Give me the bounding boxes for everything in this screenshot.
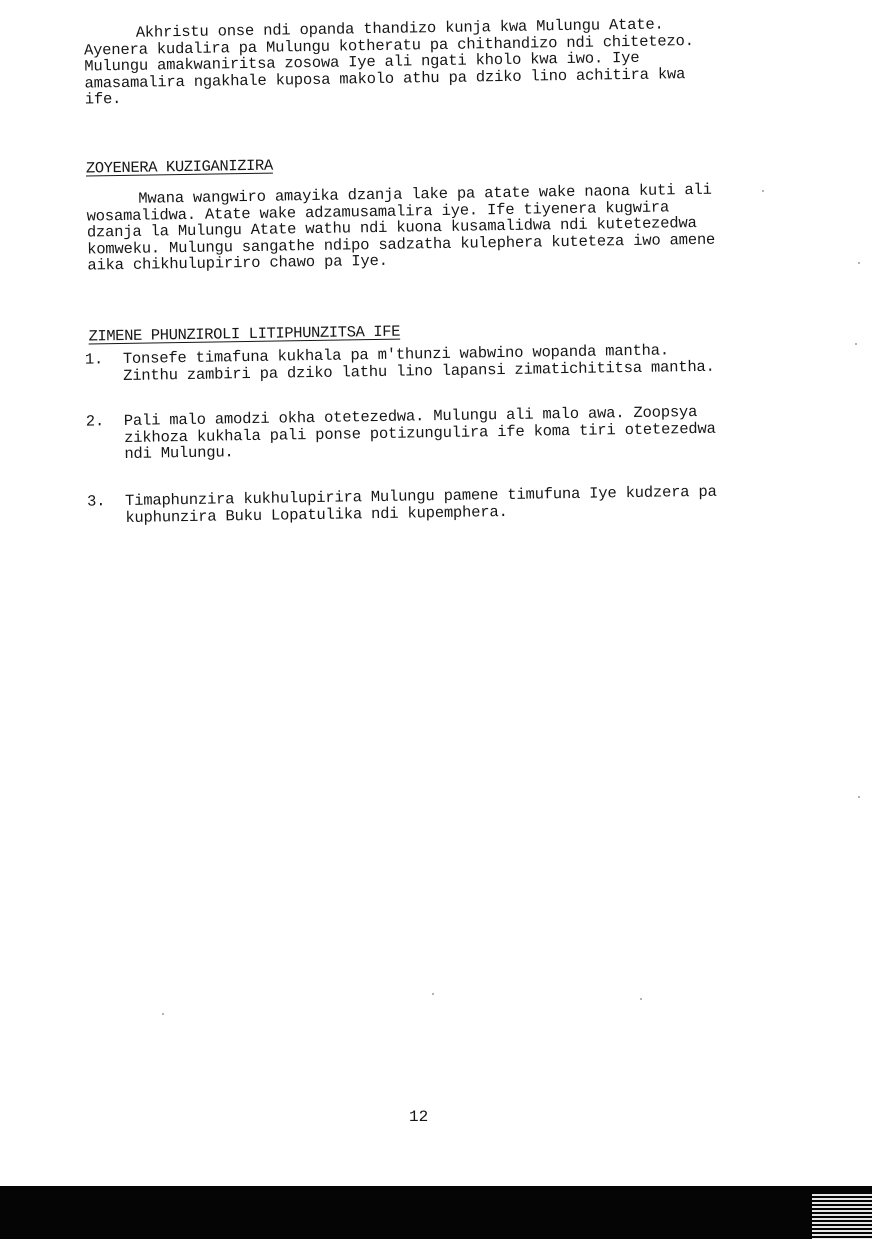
scan-speck (858, 796, 860, 798)
lesson-number: 3. (86, 492, 106, 511)
scan-bottom-border (0, 1186, 872, 1239)
considerations-paragraph: Mwana wangwiro amayika dzanja lake pa atate wake naona kuti ali wosamalidwa. Atate wake adzamusamalira iye. Ife tiyenera kugwira dzanja la Mulungu Atate wathu ndi kuona kusamalidwa ndi kutetezedwa komweku. Mulungu sangathe ndipo sadzatha kulephera kuteteza iwo amene aika chikhulupiriro chawo pa Iye. (86, 180, 716, 275)
scan-speck (640, 998, 642, 1000)
page-number: 12 (409, 1108, 429, 1126)
scan-speck (432, 993, 434, 995)
scan-speck (858, 262, 860, 264)
scan-edge-lines (812, 1194, 872, 1239)
lesson-item-3 (86, 482, 787, 527)
section-heading-considerations: ZOYENERA KUZIGANIZIRA (85, 156, 273, 178)
lesson-text: Timaphunzira kukhulupirira Mulungu pamene timufuna Iye kudzera pa kuphunzira Buku Lopatulika ndi kupemphera. (124, 482, 717, 527)
scan-speck (162, 1013, 164, 1015)
intro-paragraph: Akhristu onse ndi opanda thandizo kunja kwa Mulungu Atate. Ayenera kudalira pa Mulungu kotheratu pa chithandizo ndi chitetezo. Mulungu amakwaniritsa zosowa Iye ali ngati kholo kwa iwo. Iye amasamalira ngakhale kuposa makolo athu pa dziko lino achitira kwa ife. (83, 15, 694, 109)
lesson-text: Tonsefe timafuna kukhala pa m'thunzi wabwino wopanda mantha. Zinthu zambiri pa dziko lathu lino lapansi zimatichititsa mantha. (122, 341, 715, 385)
scan-speck (855, 343, 857, 345)
scan-speck (762, 190, 764, 192)
lesson-number: 1. (84, 350, 104, 369)
lesson-item-2 (85, 402, 786, 463)
section-heading-lessons: ZIMENE PHUNZIROLI LITIPHUNZITSA IFE (88, 322, 401, 346)
lesson-text: Pali malo amodzi okha otetezedwa. Mulungu ali malo awa. Zoopsya zikhoza kukhala pali ponse potizungulira ife koma tiri otetezedwa ndi Mulungu. (123, 402, 716, 463)
lesson-number: 2. (85, 412, 105, 431)
